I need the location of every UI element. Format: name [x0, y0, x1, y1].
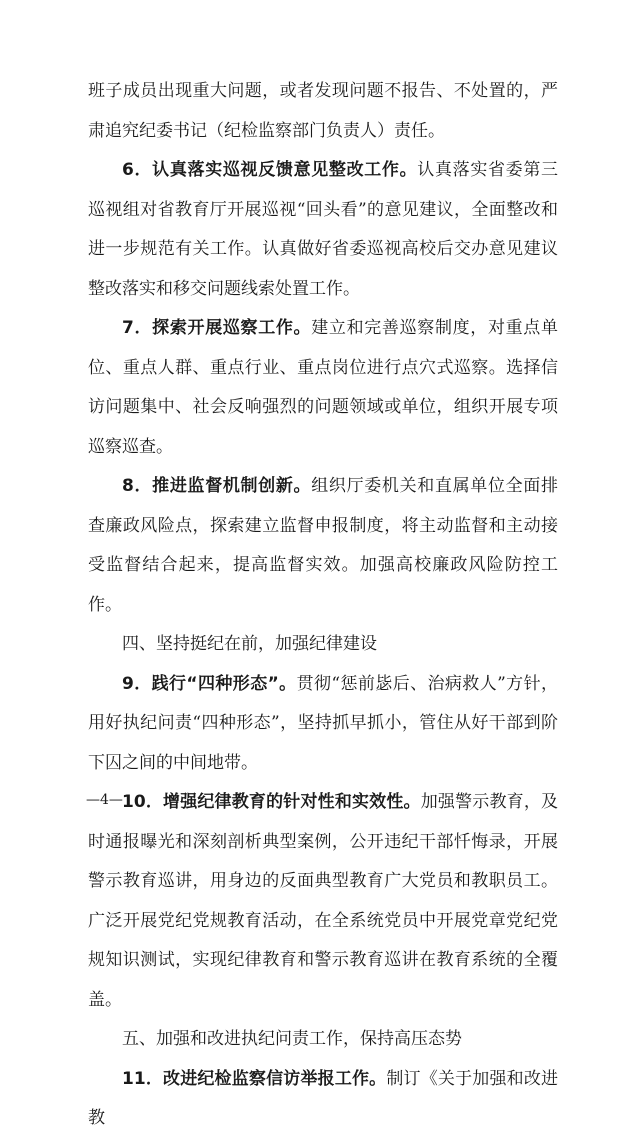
- document-body: [88, 72, 558, 1139]
- item-heading: 7．探索开展巡察工作。: [122, 318, 312, 338]
- paragraph-item-8: [88, 467, 558, 625]
- section-heading-4: 四、坚持挺纪在前，加强纪律建设: [122, 634, 377, 654]
- paragraph-item-9: [88, 665, 558, 784]
- item-body: 组织厅委机关和直属单位全面排查廉政风险点，探索建立监督申报制度，将主动监督和主动接受监督结合起来，提高监督实效。加强高校廉政风险防控工作。: [88, 476, 558, 615]
- section-heading-5: 五、加强和改进执纪问责工作，保持高压态势: [122, 1029, 462, 1049]
- paragraph-item-7: [88, 309, 558, 467]
- item-heading: 9．践行“四种形态”。: [122, 673, 297, 694]
- item-body: 认真落实省委第三巡视组对省教育厅开展巡视“回头看”的意见建议，全面整改和进一步规范有关工作。认真做好省委巡视高校后交办意见建议整改落实和移交问题线索处置工作。: [88, 160, 559, 299]
- item-body: 加强警示教育，及时通报曝光和深刻剖析典型案例，公开违纪干部忏悔录，开展警示教育巡讲，用身边的反面典型教育广大党员和教职员工。广泛开展党纪党规教育活动，在全系统党员中开展党章党纪党规知识测试，实现纪律教育和警示教育巡讲在教育系统的全覆盖。: [88, 792, 558, 1010]
- item-heading: 8．推进监督机制创新。: [122, 476, 312, 496]
- paragraph-item-10: [88, 783, 558, 1020]
- page-number: —4—: [86, 792, 123, 808]
- paragraph-item-6: [88, 151, 558, 309]
- item-heading: 11．改进纪检监察信访举报工作。: [122, 1068, 387, 1089]
- paragraph-text: 班子成员出现重大问题，或者发现问题不报告、不处置的，严肃追究纪委书记（纪检监察部门负责人）责任。: [88, 81, 558, 141]
- item-body: 贯彻“惩前毖后、治病救人”方针，用好执纪问责“四种形态”，坚持抓早抓小，管住从好干部到阶下囚之间的中间地带。: [88, 673, 558, 773]
- paragraph-continuation: [88, 72, 558, 151]
- paragraph-item-11: [88, 1060, 558, 1139]
- item-body: 建立和完善巡察制度，对重点单位、重点人群、重点行业、重点岗位进行点穴式巡察。选择信访问题集中、社会反响强烈的问题领域或单位，组织开展专项巡察巡查。: [88, 318, 558, 457]
- item-heading: 10．增强纪律教育的针对性和实效性。: [122, 792, 421, 812]
- item-body: 制订《关于加强和改进教: [88, 1068, 558, 1128]
- item-heading: 6．认真落实巡视反馈意见整改工作。: [122, 160, 418, 180]
